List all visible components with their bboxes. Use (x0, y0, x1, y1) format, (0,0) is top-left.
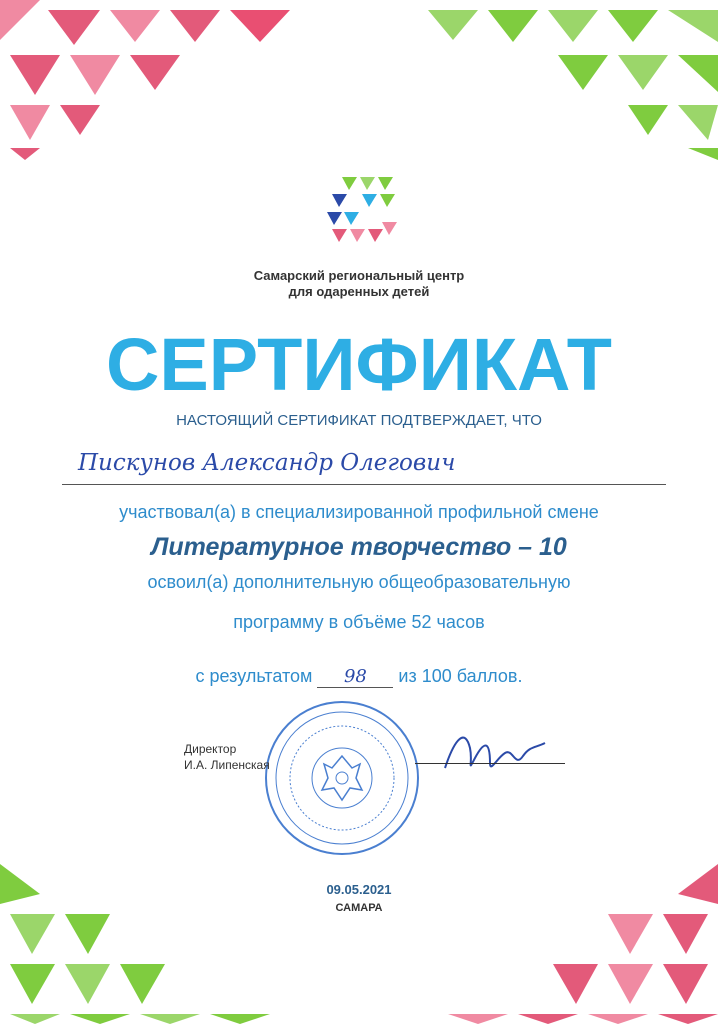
recipient-name: Пискунов Александр Олегович (78, 450, 456, 476)
issue-city: САМАРА (335, 902, 383, 914)
organization-name-line-2: для одаренных детей (288, 284, 430, 299)
result-prefix: с результатом (195, 666, 313, 686)
director-name: И.А. Липенская (184, 758, 270, 772)
certificate-title: СЕРТИФИКАТ (105, 323, 613, 406)
result-line (0, 666, 718, 688)
organization-name-line-1: Самарский региональный центр (253, 268, 465, 283)
certificate-subtitle: НАСТОЯЩИЙ СЕРТИФИКАТ ПОДТВЕРЖДАЕТ, ЧТО (176, 412, 542, 429)
official-round-seal (262, 698, 422, 858)
program-name: Литературное творчество – 10 (151, 533, 567, 561)
regional-center-logo (322, 172, 402, 252)
decorative-triangles-top-left (0, 0, 300, 160)
decorative-triangles-bottom-left (0, 854, 300, 1024)
program-volume-text: программу в объёме 52 часов (233, 612, 485, 632)
director-title: Директор (184, 742, 237, 756)
result-suffix: из 100 баллов. (398, 666, 523, 686)
name-underline (62, 484, 666, 485)
result-score: 98 (317, 666, 393, 688)
mastered-text: освоил(а) дополнительную общеобразовательную (147, 572, 571, 592)
signature-line (415, 763, 565, 764)
decorative-triangles-bottom-right (418, 854, 718, 1024)
director-signature (435, 718, 555, 788)
participation-text: участвовал(а) в специализированной профильной смене (119, 502, 599, 522)
issue-date: 09.05.2021 (326, 882, 392, 897)
decorative-triangles-top-right (418, 0, 718, 160)
